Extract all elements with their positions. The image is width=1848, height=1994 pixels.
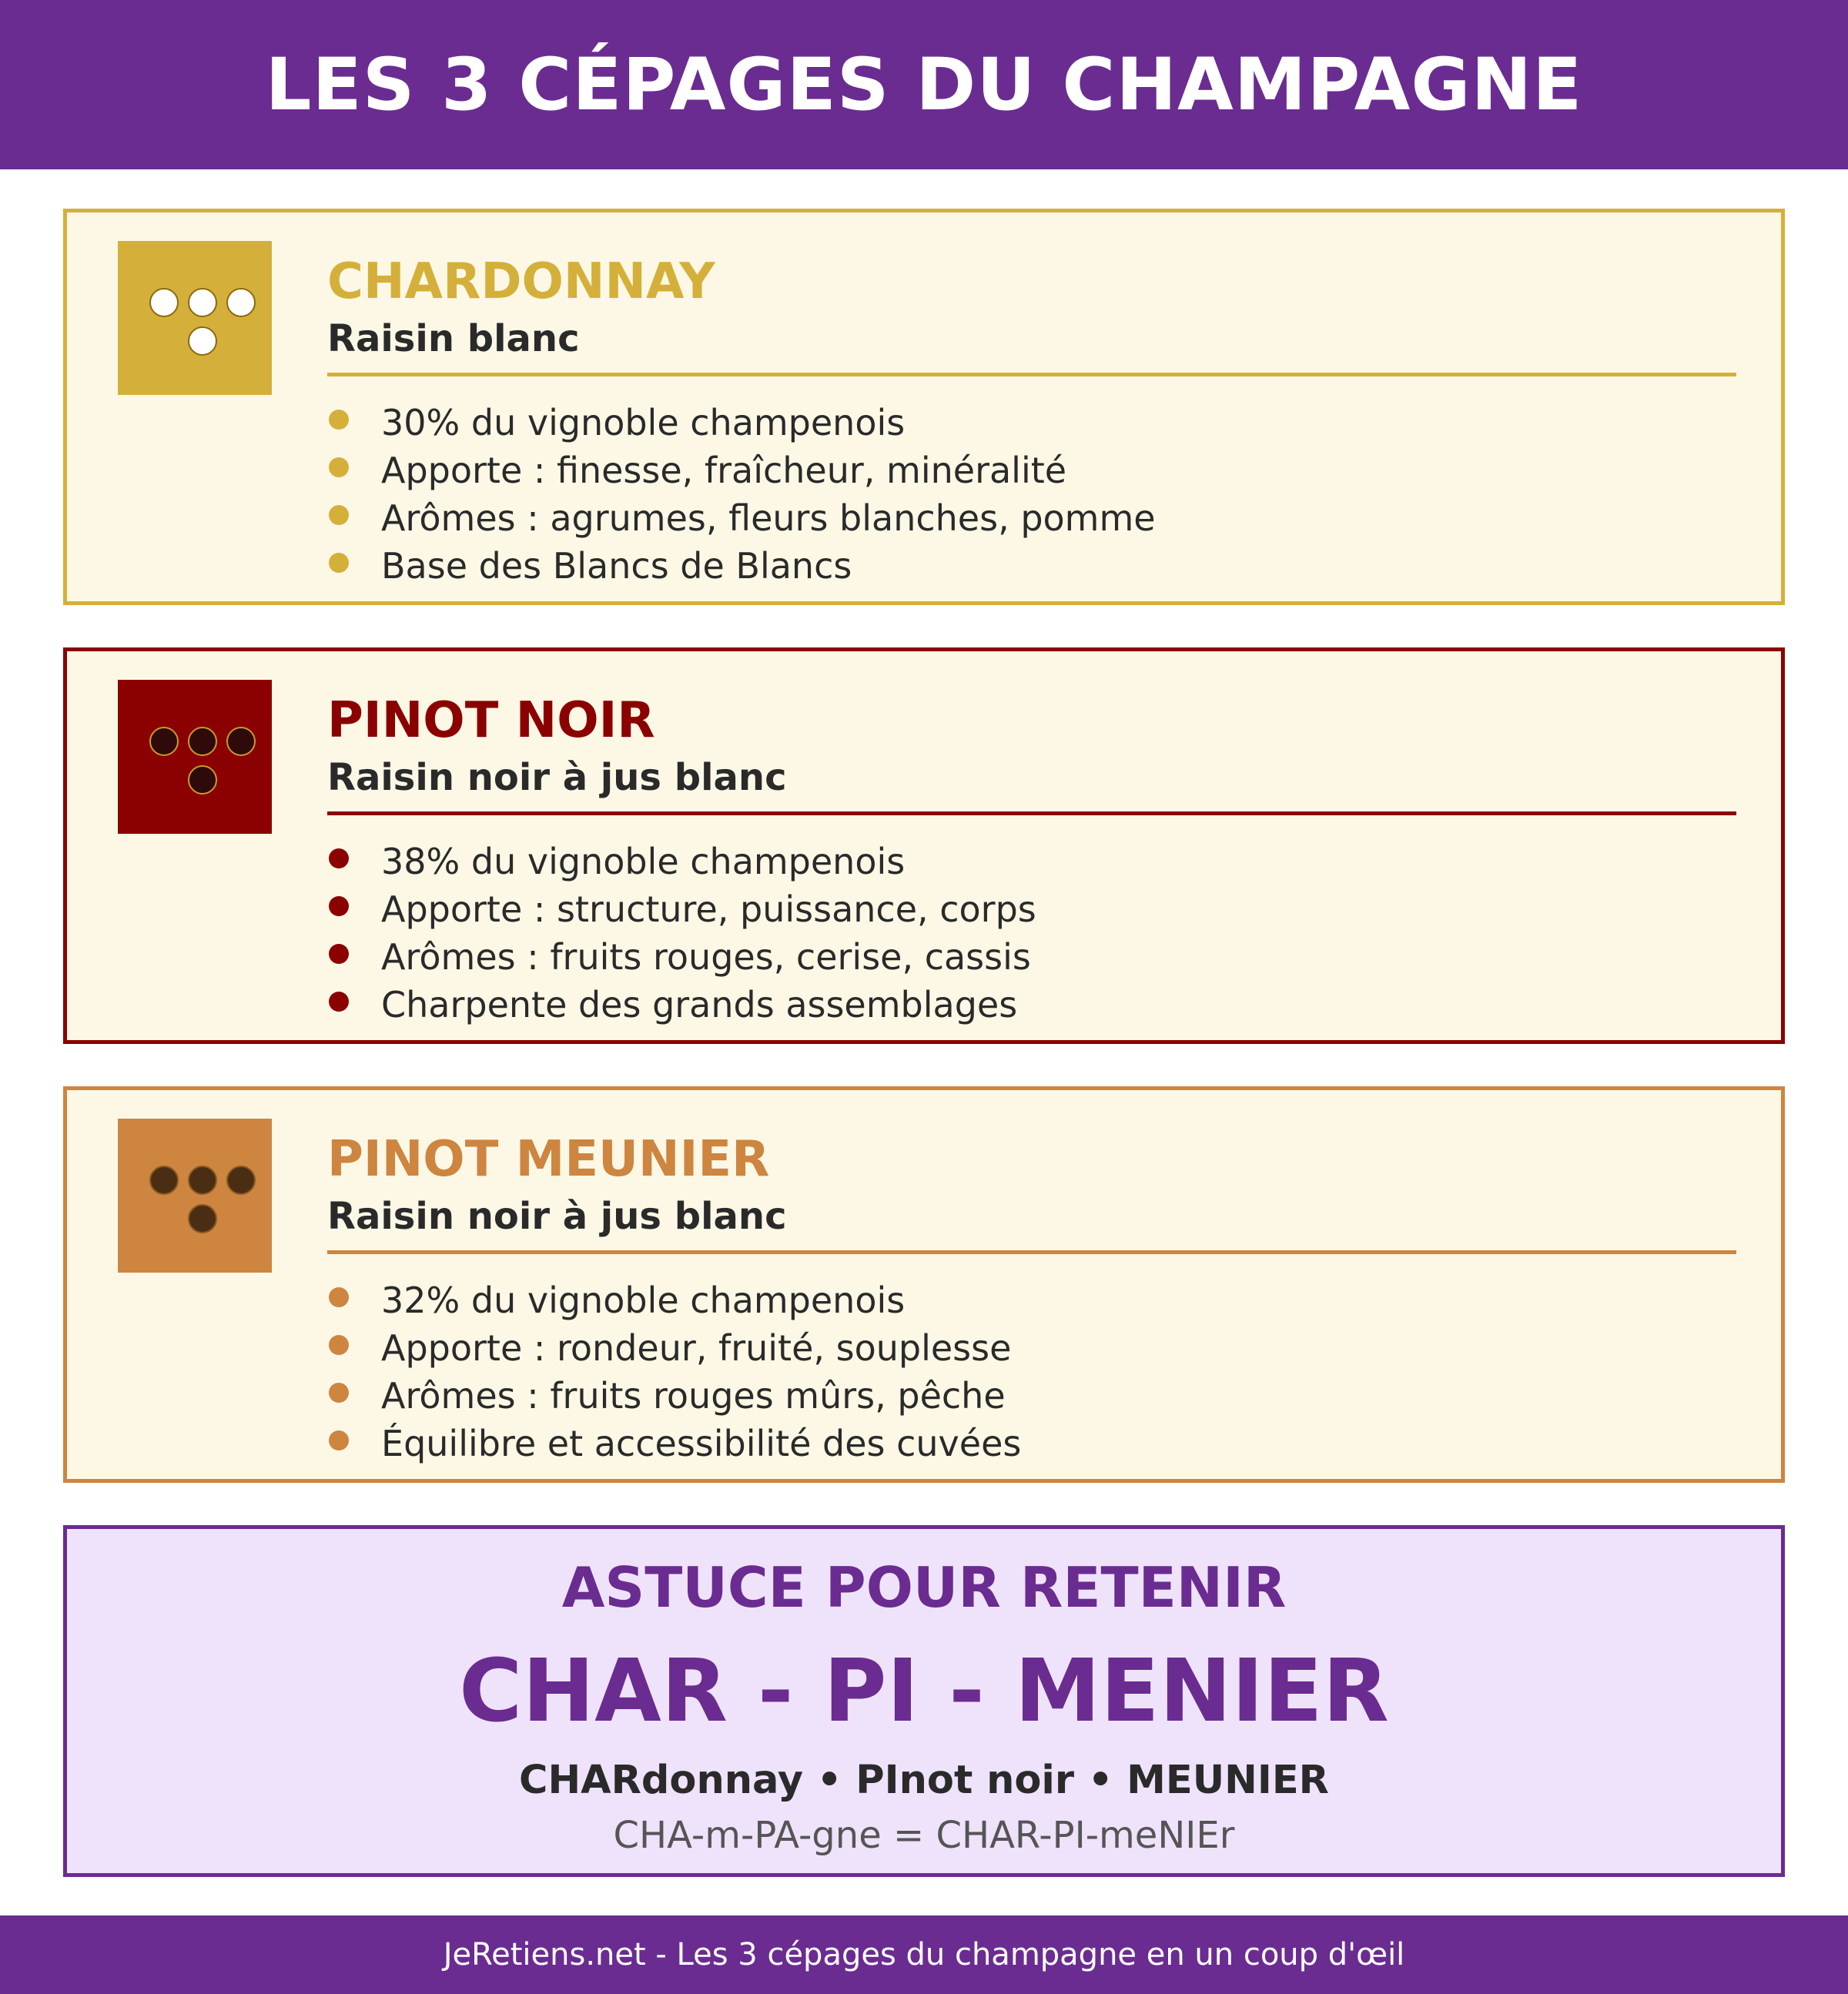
bullet-dot-icon: [329, 1287, 349, 1307]
grape-card-pinot-noir: [63, 647, 1785, 1044]
grape-name: CHARDONNAY: [327, 253, 715, 310]
grape-card-chardonnay: [63, 209, 1785, 605]
bullet-dot-icon: [329, 457, 349, 477]
divider: [327, 811, 1736, 815]
fact-text: Arômes : fruits rouges mûrs, pêche: [381, 1375, 1006, 1417]
divider: [327, 373, 1736, 376]
grape-name: PINOT NOIR: [327, 692, 655, 749]
fact-text: 32% du vignoble champenois: [381, 1280, 906, 1321]
page-title: LES 3 CÉPAGES DU CHAMPAGNE: [265, 42, 1583, 127]
grape-berry: [189, 1166, 216, 1194]
grape-berry: [189, 289, 216, 316]
list-item: [327, 542, 1156, 590]
mnemonic-box: [63, 1525, 1785, 1877]
mnemonic-explanation: CHARdonnay • PInot noir • MEUNIER: [519, 1758, 1329, 1803]
divider: [327, 1250, 1736, 1254]
grape-type: Raisin noir à jus blanc: [327, 756, 787, 799]
grape-berry: [227, 728, 255, 755]
list-item: [327, 399, 1156, 447]
fact-text: Apporte : finesse, fraîcheur, minéralité: [381, 450, 1067, 491]
list-item: [327, 494, 1156, 542]
grape-berry: [189, 728, 216, 755]
grape-berry: [227, 289, 255, 316]
bullet-dot-icon: [329, 553, 349, 573]
fact-text: 30% du vignoble champenois: [381, 402, 906, 443]
list-item: [327, 838, 1036, 885]
list-item: [327, 1420, 1021, 1467]
bullet-dot-icon: [329, 896, 349, 916]
grape-berry: [189, 766, 216, 794]
bullet-dot-icon: [329, 992, 349, 1012]
grape-berry: [189, 1205, 216, 1233]
list-item: [327, 981, 1036, 1029]
grape-facts-list: [327, 399, 1156, 590]
grape-berry: [227, 1166, 255, 1194]
footer-text: JeRetiens.net - Les 3 cépages du champagne en un coup d'œil: [443, 1937, 1405, 1972]
grape-type: Raisin blanc: [327, 317, 580, 360]
bullet-dot-icon: [329, 1430, 349, 1450]
list-item: [327, 1372, 1021, 1420]
grape-facts-list: [327, 838, 1036, 1029]
grape-berry: [150, 1166, 178, 1194]
grape-cluster-icon: [118, 1119, 272, 1273]
list-item: [327, 933, 1036, 981]
mnemonic-trick: CHA-m-PA-gne = CHAR-PI-meNIEr: [613, 1814, 1235, 1857]
grape-type: Raisin noir à jus blanc: [327, 1195, 787, 1238]
list-item: [327, 447, 1156, 494]
grape-card-pinot-meunier: [63, 1086, 1785, 1483]
bullet-dot-icon: [329, 848, 349, 868]
grape-icon: [118, 241, 272, 395]
fact-text: Arômes : fruits rouges, cerise, cassis: [381, 936, 1031, 978]
bullet-dot-icon: [329, 1383, 349, 1403]
fact-text: Équilibre et accessibilité des cuvées: [381, 1423, 1022, 1464]
list-item: [327, 1324, 1021, 1372]
fact-text: Base des Blancs de Blancs: [381, 545, 852, 587]
list-item: [327, 1276, 1021, 1324]
grape-name: PINOT MEUNIER: [327, 1131, 770, 1188]
bullet-dot-icon: [329, 944, 349, 964]
grape-icon: [118, 1119, 272, 1273]
fact-text: Arômes : agrumes, fleurs blanches, pomme: [381, 497, 1156, 539]
grape-berry: [150, 289, 178, 316]
grape-facts-list: [327, 1276, 1021, 1467]
grape-berry: [189, 327, 216, 355]
bullet-dot-icon: [329, 1335, 349, 1355]
tip-title: ASTUCE POUR RETENIR: [561, 1555, 1287, 1620]
fact-text: Apporte : rondeur, fruité, souplesse: [381, 1327, 1012, 1369]
grape-cluster-icon: [118, 680, 272, 834]
fact-text: Charpente des grands assemblages: [381, 984, 1018, 1025]
mnemonic-text: CHAR - PI - MENIER: [459, 1641, 1389, 1741]
list-item: [327, 885, 1036, 933]
grape-cluster-icon: [118, 241, 272, 395]
page-header: [0, 0, 1848, 169]
page-footer: [0, 1915, 1848, 1994]
bullet-dot-icon: [329, 410, 349, 430]
grape-berry: [150, 728, 178, 755]
bullet-dot-icon: [329, 505, 349, 525]
fact-text: Apporte : structure, puissance, corps: [381, 888, 1036, 930]
grape-icon: [118, 680, 272, 834]
fact-text: 38% du vignoble champenois: [381, 841, 906, 882]
